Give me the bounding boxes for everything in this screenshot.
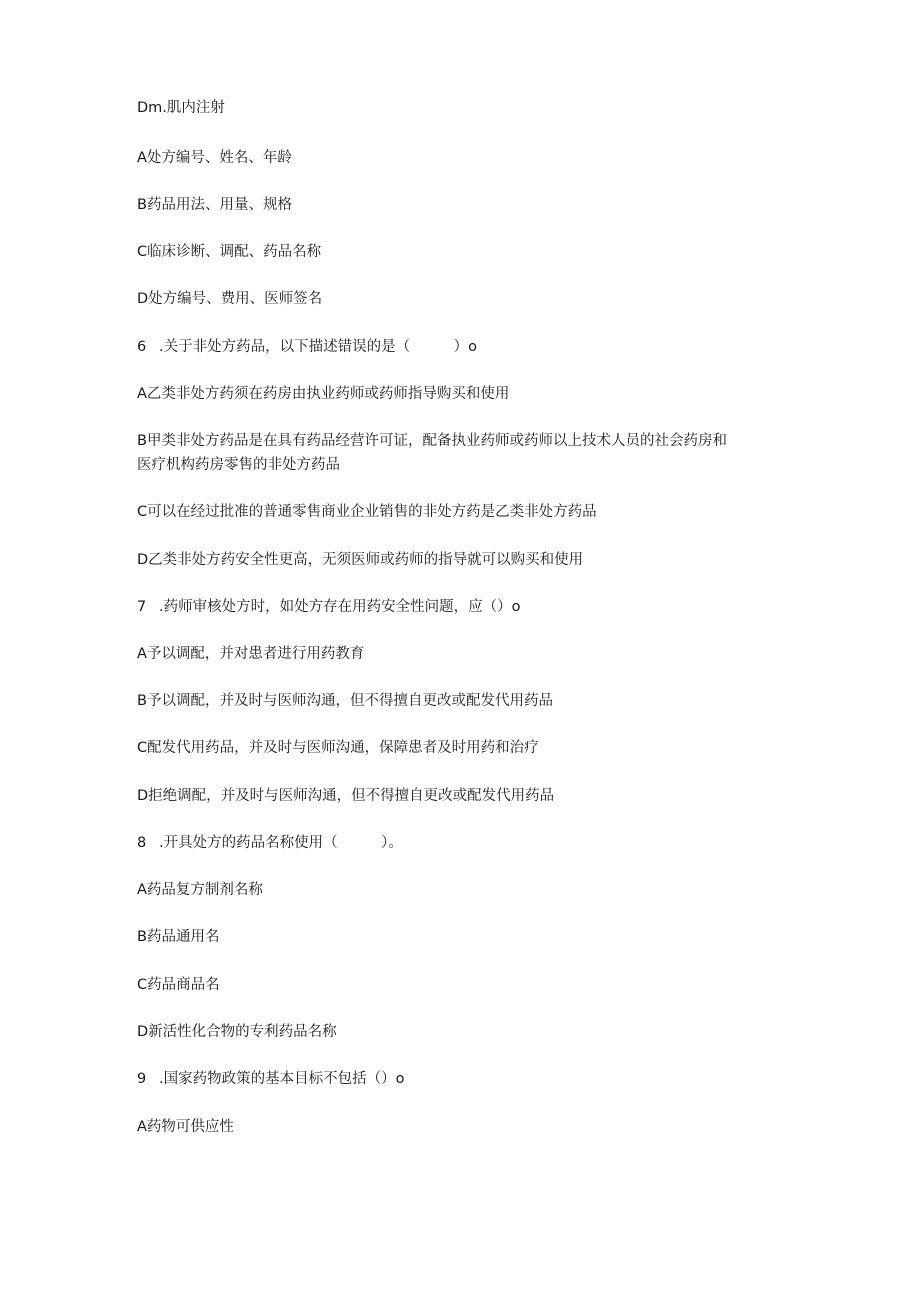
option-d: D拒绝调配，并及时与医师沟通，但不得擅自更改或配发代用药品 — [137, 788, 555, 804]
option-b: B药品通用名 — [137, 929, 220, 945]
question-6 — [137, 335, 477, 359]
question-9 — [137, 1067, 404, 1091]
option-a: A处方编号、姓名、年龄 — [137, 150, 292, 166]
option-d: D乙类非处方药安全性更高，无须医师或药师的指导就可以购买和使用 — [137, 552, 584, 568]
question-text: .药师审核处方时，如处方存在用药安全性问题，应（）o — [159, 599, 521, 615]
option-a: A乙类非处方药须在药房由执业药师或药师指导购买和使用 — [137, 386, 510, 402]
question-number: 7 — [137, 599, 147, 615]
option-b: B药品用法、用量、规格 — [137, 197, 292, 213]
question-number: 6 — [137, 339, 147, 355]
question-text: .开具处方的药品名称使用（ ）。 — [159, 835, 403, 851]
option-c: C可以在经过批准的普通零售商业企业销售的非处方药是乙类非处方药品 — [137, 504, 597, 520]
option-a: A予以调配，并对患者进行用药教育 — [137, 646, 365, 662]
text-line: Dm.肌内注射 — [137, 100, 225, 116]
question-text: .关于非处方药品，以下描述错误的是（ ）o — [159, 339, 477, 355]
option-c: C临床诊断、调配、药品名称 — [137, 244, 322, 260]
option-b-continued: 医疗机构药房零售的非处方药品 — [137, 457, 340, 473]
question-8 — [137, 831, 403, 855]
option-c: C配发代用药品，并及时与医师沟通，保障患者及时用药和治疗 — [137, 740, 539, 756]
option-a: A药物可供应性 — [137, 1119, 234, 1135]
question-number: 8 — [137, 835, 147, 851]
option-d: D处方编号、费用、医师签名 — [137, 291, 323, 307]
question-text: .国家药物政策的基本目标不包括（）o — [159, 1071, 405, 1087]
option-d: D新活性化合物的专利药品名称 — [137, 1024, 337, 1040]
option-b: B予以调配，并及时与医师沟通，但不得擅自更改或配发代用药品 — [137, 693, 553, 709]
question-7 — [137, 595, 520, 619]
option-b: B甲类非处方药品是在具有药品经营许可证，配备执业药师或药师以上技术人员的社会药房和 — [137, 433, 727, 449]
question-number: 9 — [137, 1071, 147, 1087]
option-c: C药品商品名 — [137, 977, 220, 993]
option-a: A药品复方制剂名称 — [137, 882, 263, 898]
